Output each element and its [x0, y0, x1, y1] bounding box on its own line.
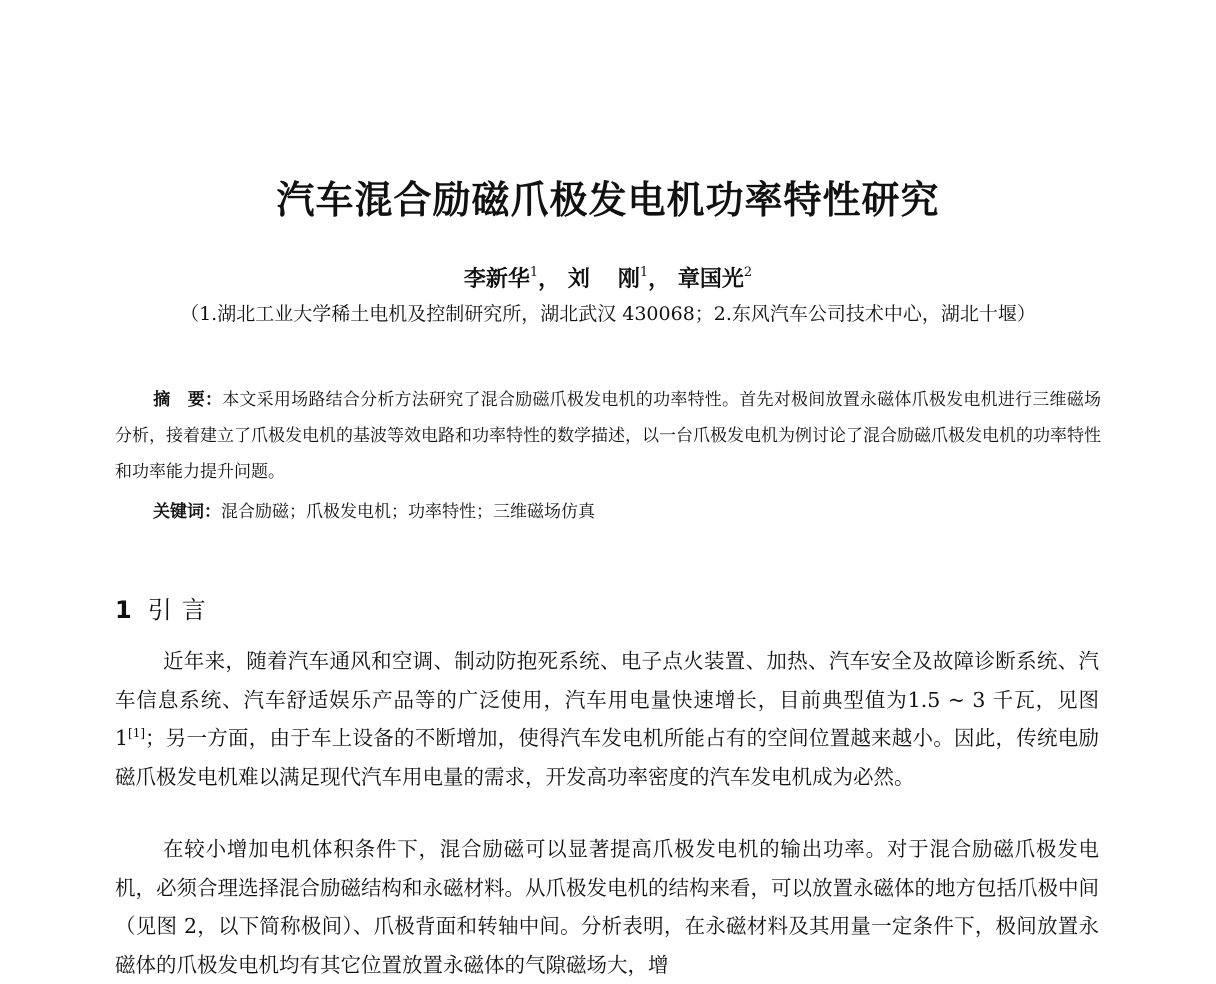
keywords — [153, 494, 1101, 530]
author-name: 章国光 — [677, 266, 744, 292]
section-number: 1 — [115, 596, 132, 624]
author-name: 李新华 — [463, 266, 530, 292]
author-name-part: 刚 — [617, 266, 640, 292]
affiliation-mark: 1 — [529, 265, 539, 280]
affiliation-mark: 2 — [743, 265, 753, 280]
abstract — [115, 382, 1101, 490]
author-line — [0, 253, 1216, 299]
author-name: 刘 — [567, 266, 590, 292]
affiliation-mark: 1 — [639, 265, 649, 280]
abstract-text: 本文采用场路结合分析方法研究了混合励磁爪极发电机的功率特性。首先对极间放置永磁体爪极发电机进行三维磁场分析，接着建立了爪极发电机的基波等效电路和功率特性的数学描述，以一台爪极发电机为例讨论了混合励磁爪极发电机的功率特性和功率能力提升问题。 — [115, 390, 1102, 482]
author-separator: ， — [648, 266, 671, 292]
paragraph-text: ；另一方面，由于车上设备的不断增加，使得汽车发电机所能占有的空间位置越来越小。因此，传统电励磁爪极发电机难以满足现代汽车用电量的需求，开发高功率密度的汽车发电机成为必然。 — [115, 726, 1099, 789]
paragraph-text: 近年来，随着汽车通风和空调、制动防抱死系统、电子点火装置、加热、汽车安全及故障诊断系统、汽车信息系统、汽车舒适娱乐产品等的广泛使用，汽车用电量快速增长，目前典型值为1.5 ~ 3 千瓦，见图 1 — [115, 649, 1099, 750]
affiliations: （1.湖北工业大学稀土电机及控制研究所，湖北武汉 430068；2.东风汽车公司技术中心，湖北十堰） — [180, 303, 1036, 325]
keywords-text: 混合励磁；爪极发电机；功率特性；三维磁场仿真 — [221, 502, 595, 522]
section-heading — [115, 590, 216, 630]
body-paragraph — [115, 830, 1099, 984]
paper-title: 汽车混合励磁爪极发电机功率特性研究 — [276, 178, 940, 222]
author-separator: ， — [538, 266, 561, 292]
body-paragraph — [115, 642, 1099, 796]
citation-ref: [1] — [128, 726, 146, 740]
abstract-label: 摘 要： — [153, 390, 223, 410]
keywords-label: 关键词： — [153, 502, 221, 522]
paragraph-text: 在较小增加电机体积条件下，混合励磁可以显著提高爪极发电机的输出功率。对于混合励磁爪极发电机，必须合理选择混合励磁结构和永磁材料。从爪极发电机的结构来看，可以放置永磁体的地方包括爪极中间（见图 2，以下简称极间）、爪极背面和转轴中间。分析表明，在永磁材料及其用量一定条件下，极间放置永磁体的爪极发电机均有其它位置放置永磁体的气隙磁场大，增 — [115, 837, 1099, 977]
section-title: 引言 — [147, 596, 216, 624]
